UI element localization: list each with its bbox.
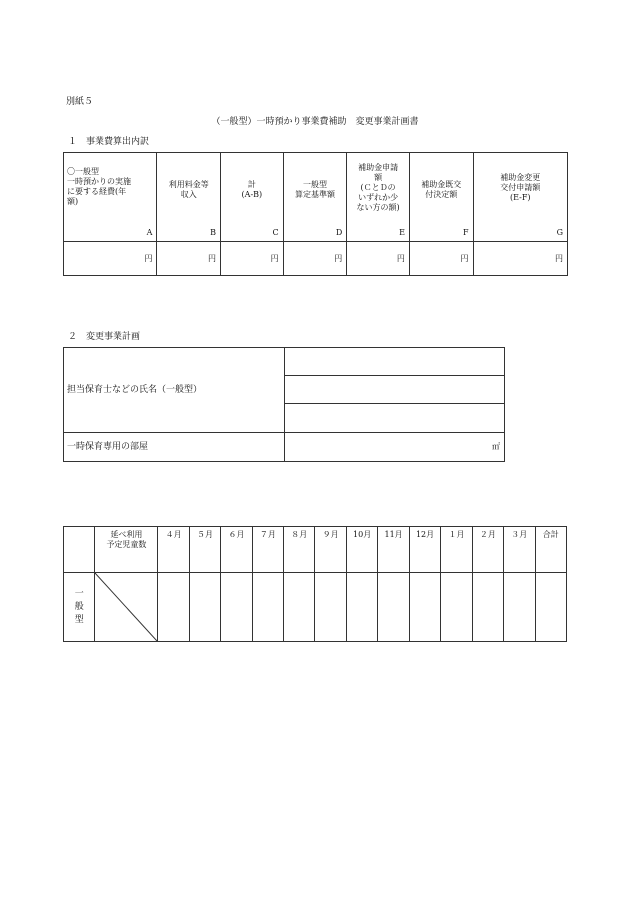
- total-label: 合計: [542, 530, 559, 539]
- unit-yen-e: 円: [396, 254, 405, 263]
- section1-heading: １ 事業費算出内訳: [68, 137, 150, 147]
- col-header-c: [221, 153, 284, 242]
- col-header-e-label: 補助金申請 額 (ＣとＤの いずれか少 ない方の額): [356, 163, 400, 212]
- plan-table: [63, 347, 505, 462]
- value-cell-b[interactable]: [157, 242, 221, 276]
- col-header-f-label: 補助金既交 付決定額: [421, 180, 462, 199]
- unit-yen-f: 円: [460, 254, 469, 263]
- month-label: 10月: [353, 530, 372, 539]
- staff-name-field-2[interactable]: [285, 376, 505, 404]
- month-label: 11月: [384, 530, 403, 539]
- document-title: （一般型）一時預かり事業費補助 変更事業計画書: [211, 117, 419, 127]
- col-letter-f: F: [462, 228, 469, 237]
- month-col-2: [189, 527, 220, 573]
- room-label-cell: [64, 433, 285, 462]
- usage-header-row: [64, 527, 567, 573]
- form-number: 別紙５: [66, 97, 94, 107]
- col-letter-g: G: [556, 228, 563, 237]
- unit-yen-c: 円: [270, 254, 279, 263]
- usage-input-cell[interactable]: [504, 573, 535, 642]
- diagonal-line: [95, 573, 157, 641]
- month-label: 12月: [415, 530, 435, 539]
- cost-value-row: [64, 242, 568, 276]
- usage-input-cell[interactable]: [158, 573, 189, 642]
- col-header-b-label: 利用料金等 収入: [168, 180, 209, 199]
- usage-total-cell[interactable]: [535, 573, 567, 642]
- col-header-g-label: 補助金変更 交付申請額 (E-F): [500, 173, 541, 202]
- room-unit: ㎡: [492, 442, 500, 451]
- row-label-cell: [64, 573, 95, 642]
- cost-breakdown-table: [63, 152, 568, 276]
- value-cell-g[interactable]: [473, 242, 567, 276]
- staff-name-field-1[interactable]: [285, 348, 505, 376]
- col-header-d: [283, 153, 347, 242]
- col-letter-a: A: [146, 228, 153, 237]
- usage-input-cell[interactable]: [221, 573, 252, 642]
- staff-name-field-3[interactable]: [285, 404, 505, 433]
- month-col-8: [378, 527, 409, 573]
- unit-yen-a: 円: [144, 254, 153, 263]
- month-label: １月: [448, 530, 465, 539]
- unit-yen-d: 円: [334, 254, 343, 263]
- total-col: [535, 527, 567, 573]
- month-label: ６月: [228, 530, 245, 539]
- usage-input-cell[interactable]: [315, 573, 346, 642]
- usage-header-label: 延べ利用 予定児童数: [106, 530, 147, 549]
- col-letter-d: D: [335, 228, 343, 237]
- month-col-4: [252, 527, 283, 573]
- usage-data-row: [64, 573, 567, 642]
- value-cell-e[interactable]: [347, 242, 410, 276]
- col-header-c-label: 計 (A-B): [241, 180, 263, 199]
- col-letter-c: C: [272, 228, 279, 237]
- month-col-12: [504, 527, 535, 573]
- staff-row-1: [64, 348, 505, 376]
- cost-header-row: [64, 153, 568, 242]
- value-cell-a[interactable]: [64, 242, 157, 276]
- unit-yen-g: 円: [555, 254, 563, 263]
- month-col-3: [221, 527, 252, 573]
- row-label: 一 般 型: [74, 588, 84, 625]
- col-header-b: [157, 153, 221, 242]
- col-header-a-label: 〇一般型 一時預かりの実施 に要する経費(年 額): [67, 167, 131, 206]
- col-header-g: [473, 153, 567, 242]
- room-row: [64, 433, 505, 462]
- usage-input-cell[interactable]: [441, 573, 472, 642]
- col-header-f: [409, 153, 473, 242]
- room-area-field[interactable]: [285, 433, 505, 462]
- usage-input-cell[interactable]: [472, 573, 503, 642]
- usage-input-cell[interactable]: [189, 573, 220, 642]
- month-label: ８月: [291, 530, 308, 539]
- usage-corner-cell: [64, 527, 95, 573]
- unit-yen-b: 円: [208, 254, 217, 263]
- month-label: ５月: [197, 530, 214, 539]
- month-col-10: [441, 527, 472, 573]
- staff-label: 担当保育士などの氏名（一般型）: [67, 385, 203, 395]
- col-letter-e: E: [399, 228, 405, 237]
- usage-header-cell: [95, 527, 158, 573]
- room-label: 一時保育専用の部屋: [67, 442, 149, 452]
- col-header-a: [64, 153, 157, 242]
- usage-input-cell[interactable]: [346, 573, 377, 642]
- month-col-1: [158, 527, 189, 573]
- usage-input-cell[interactable]: [409, 573, 440, 642]
- diagonal-cell: [95, 573, 158, 642]
- col-header-e: [347, 153, 410, 242]
- month-label: ３月: [511, 530, 528, 539]
- month-label: ７月: [259, 530, 276, 539]
- month-col-11: [472, 527, 503, 573]
- section2-heading: ２ 変更事業計画: [68, 332, 141, 342]
- value-cell-c[interactable]: [221, 242, 284, 276]
- month-col-5: [284, 527, 315, 573]
- usage-input-cell[interactable]: [378, 573, 409, 642]
- value-cell-d[interactable]: [283, 242, 347, 276]
- value-cell-f[interactable]: [409, 242, 473, 276]
- col-header-d-label: 一般型 算定基準額: [294, 180, 335, 199]
- month-label: ２月: [479, 530, 496, 539]
- month-col-9: [409, 527, 440, 573]
- month-col-6: [315, 527, 346, 573]
- staff-label-cell: [64, 348, 285, 433]
- month-label: ４月: [165, 530, 182, 539]
- month-col-7: [346, 527, 377, 573]
- usage-table: [63, 526, 567, 642]
- usage-input-cell[interactable]: [252, 573, 283, 642]
- usage-input-cell[interactable]: [284, 573, 315, 642]
- month-label: ９月: [322, 530, 339, 539]
- col-letter-b: B: [210, 228, 217, 237]
